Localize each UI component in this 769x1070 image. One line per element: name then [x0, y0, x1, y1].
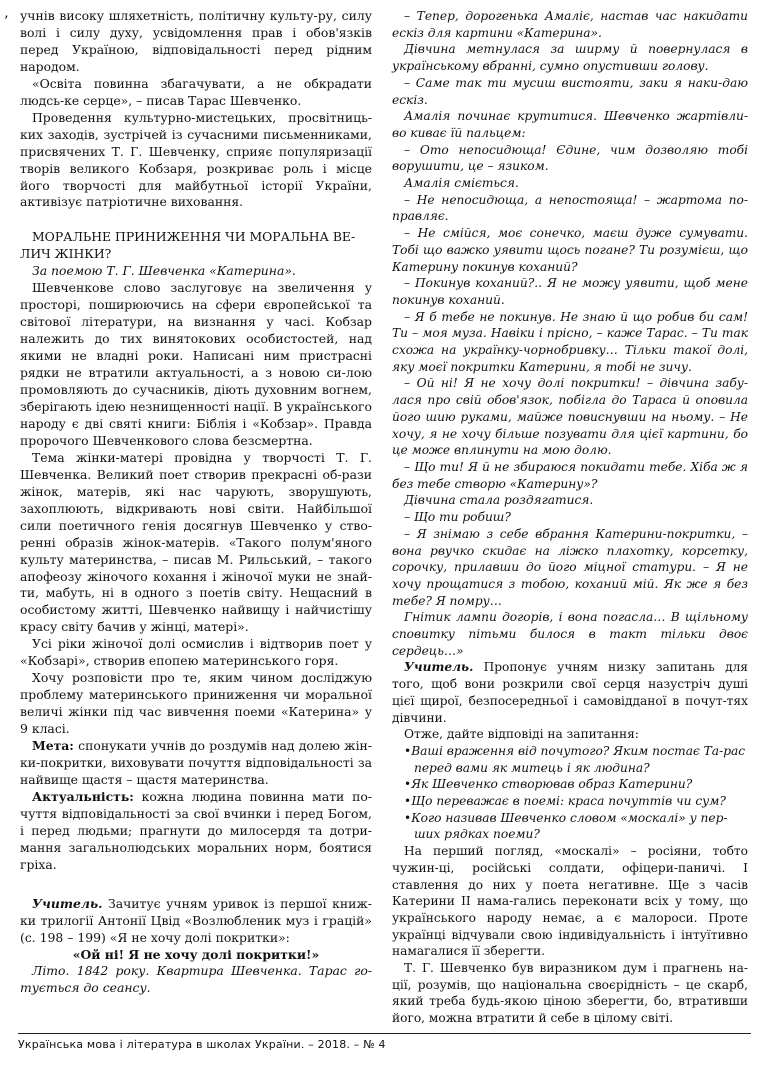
paragraph: «Освіта повинна збагачувати, а не обкрадати людсь-ке серце», – писав Тарас Шевченко. — [20, 75, 372, 108]
paragraph: Отже, дайте відповіді на запитання: — [404, 727, 639, 742]
margin-mark: ’ — [4, 14, 9, 30]
dialogue-line: – Саме так ти мусиш вистояти, заки я наки-даю ескіз. — [392, 75, 748, 107]
excerpt-title: «Ой ні! Я не хочу долі покритки!» — [72, 946, 320, 962]
actuality-paragraph — [20, 789, 372, 874]
paragraph: Шевченкове слово заслуговує на звеличення у просторі, поширюючись на сфери європейської та світової літератури, на визнання у часі. Кобзар належить до тих винятокових особистостей, над якими не владні роки. Написані ним пристрасні рядки не втратили актуальності, а з новою си-лою промовляють до сучасників, діють духовним вогнем, зберігають ідею незнищенності нації. В українського народу є дві святі книги: Біблія і «Кобзар». Правда пророчого Шевченкового слова безсмертна. — [20, 280, 372, 448]
dialogue-line: – Ой ні! Я не хочу долі покритки! – дівчина забу-лася про свій обов'язок, побігла до Тараса й оповила його шию руками, майже повиснувши на ньому. – Не хочу, я не хочу більше позувати для цієї картини, бо це може вплинути на мою долю. — [392, 376, 748, 458]
teacher-label: Учитель. — [404, 660, 474, 675]
section-heading: МОРАЛЬНЕ ПРИНИЖЕННЯ ЧИ МОРАЛЬНА ВЕ-ЛИЧ ЖІНКИ? — [20, 229, 356, 262]
paragraph: учнів високу шляхетність, політичну культу-ру, силу волі і силу духу, усвідомлення прав і обов'язків перед Україною, відповідальності перед рідним народом. — [20, 8, 372, 74]
meta-text: спонукати учнів до роздумів над долею жін-ки-покритки, виховувати почуття відповідальності за найвище щастя – щастя материнства. — [20, 738, 372, 787]
dialogue-line: Дівчина стала роздягатися. — [404, 493, 594, 508]
dialogue-line: – Я б тебе не покинув. Не знаю й що робив би сам! Ти – моя муза. Навіки і прісно, – каже Тарас. – Ти так схожа на українку-чорнобривку… Тільки такої долі, яку моєї покритки Катерини, я тобі не зичу. — [392, 309, 748, 374]
paragraph: Тема жінки-матері провідна у творчості Т. Г. Шевченка. Великий поет створив прекрасні об-рази жінок, матерів, які нас чарують, зворушують, захоплюють, відкривають нові світи. Найбільшої сили поетичного генія досягнув Шевченко у ство-ренні образів жінок-матерів. «Такого полум'яного культу материнства, – писав М. Рильський, – такого апофеозу жіночого кохання і жіночої муки не знай-ти, мабуть, ні в одного з поетів світу. Нещасний в особистому житті, Шевченко найвищу і найчистішу красу світу бачив у жінці, матері». — [20, 449, 372, 635]
dialogue-line: Дівчина метнулася за ширму й повернулася в українському вбранні, сумно опустивши голову. — [392, 42, 748, 74]
teacher-paragraph — [392, 659, 748, 726]
section-subtitle: За поемою Т. Г. Шевченка «Катерина». — [32, 263, 296, 279]
dialogue-line: – Що ти робиш? — [404, 510, 511, 525]
paragraph: Хочу розповісти про те, яким чином досліджую проблему материнського приниження чи моральної величі жінки під час вивчення поеми «Катерина» у 9 класі. — [20, 670, 372, 737]
dialogue-line: – Тепер, дорогенька Амаліє, настав час накидати ескіз для картини «Катерина». — [392, 9, 748, 40]
page-footer: Українська мова і література в школах України. – 2018. – № 4 — [18, 1033, 751, 1051]
meta-paragraph — [20, 738, 372, 789]
paragraph: Усі ріки жіночої долі осмислив і відтворив поет у «Кобзарі», створив епопею материнського горя. — [20, 636, 372, 669]
question-item: • Як Шевченко створював образ Катерини? — [392, 776, 748, 793]
excerpt-scene: Літо. 1842 року. Квартира Шевченка. Тарас го-тується до сеансу. — [20, 963, 372, 996]
dialogue-line: – Не непосидюща, а непостояща! – жартома по-правляє. — [392, 192, 748, 224]
teacher-text: Пропонує учням низку запитань для того, щоб вони розкрили свої серця назустріч душі цієї щирої, безпосередньої і самовідданої в почут-тях дівчини. — [392, 660, 748, 725]
paragraph: На перший погляд, «москалі» – росіяни, тобто чужин-ці, російські солдати, офіцери-паничі. І ставлення до них у поета негативне. Ще з часів Катерини ІІ нама-гались переконати всіх у тому, що українського народу немає, а є малороси. Проте українці відчували свою індивідуальність і інтуїтивно намагалися її зберегти. — [392, 844, 748, 959]
dialogue-line: – Я знімаю з себе вбрання Катерини-покритки, – вона рвучко скидає на ліжко плахотку, корсетку, сорочку, прилавши до його міцної статури. – Я не хочу прощатися з тобою, коханий мій. Як же я без тебе? Я помру… — [392, 526, 748, 608]
meta-label: Мета: — [32, 738, 74, 754]
actuality-label: Актуальність: — [32, 788, 134, 804]
dialogue-line: Гнітик лампи догорів, і вона погасла… В щільному сповитку пітьми билося в такт тільки двоє сердець…» — [392, 610, 748, 658]
teacher-label: Учитель. — [32, 895, 103, 911]
teacher-text: Зачитує учням уривок із першої книж-ки трилогії Антонії Цвід «Возлюбленик муз і грацій» (с. 198 – 199) «Я не хочу долі покритки»: — [20, 895, 372, 945]
teacher-paragraph — [20, 896, 372, 947]
dialogue-line: – Що ти! Я й не збираюся покидати тебе. Хіба ж я без тебе створю «Катерину»? — [392, 459, 748, 491]
paragraph: Т. Г. Шевченко був виразником дум і прагнень на-ції, розумів, що національна своєрідність – це скарб, який треба будь-якою ціною зберегти, бо, втративши його, можна втратити й себе в цілому світі. — [392, 961, 748, 1026]
left-column — [20, 8, 372, 997]
paragraph: Проведення культурно-мистецьких, просвітниць-ких заходів, зустрічей із сучасними письменниками, присвячених Т. Г. Шевченку, сприяє популяризації творів великого Кобзаря, розкриває роль і місце його творчості для майбутньої історії України, активізує патріотичне виховання. — [20, 109, 372, 210]
actuality-text: кожна людина повинна мати по-чуття відповідальності за свої вчинки і перед Богом, і перед людьми; прагнути до милосердя та дотри-мання загальнолюдських моральних норм, боятися гріха. — [20, 788, 372, 872]
right-column — [392, 8, 748, 1027]
dialogue-line: Амалія починає крутитися. Шевченко жартівли-во киває їй пальцем: — [392, 109, 748, 140]
dialogue-line: – Не смійся, моє сонечко, маєш дуже сумувати. Тобі що важко уявити щось погане? Ти розумієш, що Катерину покинув коханий? — [392, 226, 748, 274]
question-item: • Що переважає в поемі: краса почуттів чи сум? — [392, 793, 748, 810]
dialogue-line: Амалія сміється. — [404, 176, 519, 191]
question-item: • Кого називав Шевченко словом «москалі» у пер-ших рядках поеми? — [392, 810, 748, 843]
question-item: • Ваші враження від почутого? Яким постає Та-рас перед вами як митець і як людина? — [392, 743, 748, 776]
dialogue-line: – Ото непосидюща! Єдине, чим дозволяю тобі ворушити, це – язиком. — [392, 142, 748, 174]
spacer — [20, 874, 372, 896]
dialogue-line: – Покинув коханий?.. Я не можу уявити, щоб мене покинув коханий. — [392, 276, 748, 307]
question-list — [392, 743, 748, 843]
